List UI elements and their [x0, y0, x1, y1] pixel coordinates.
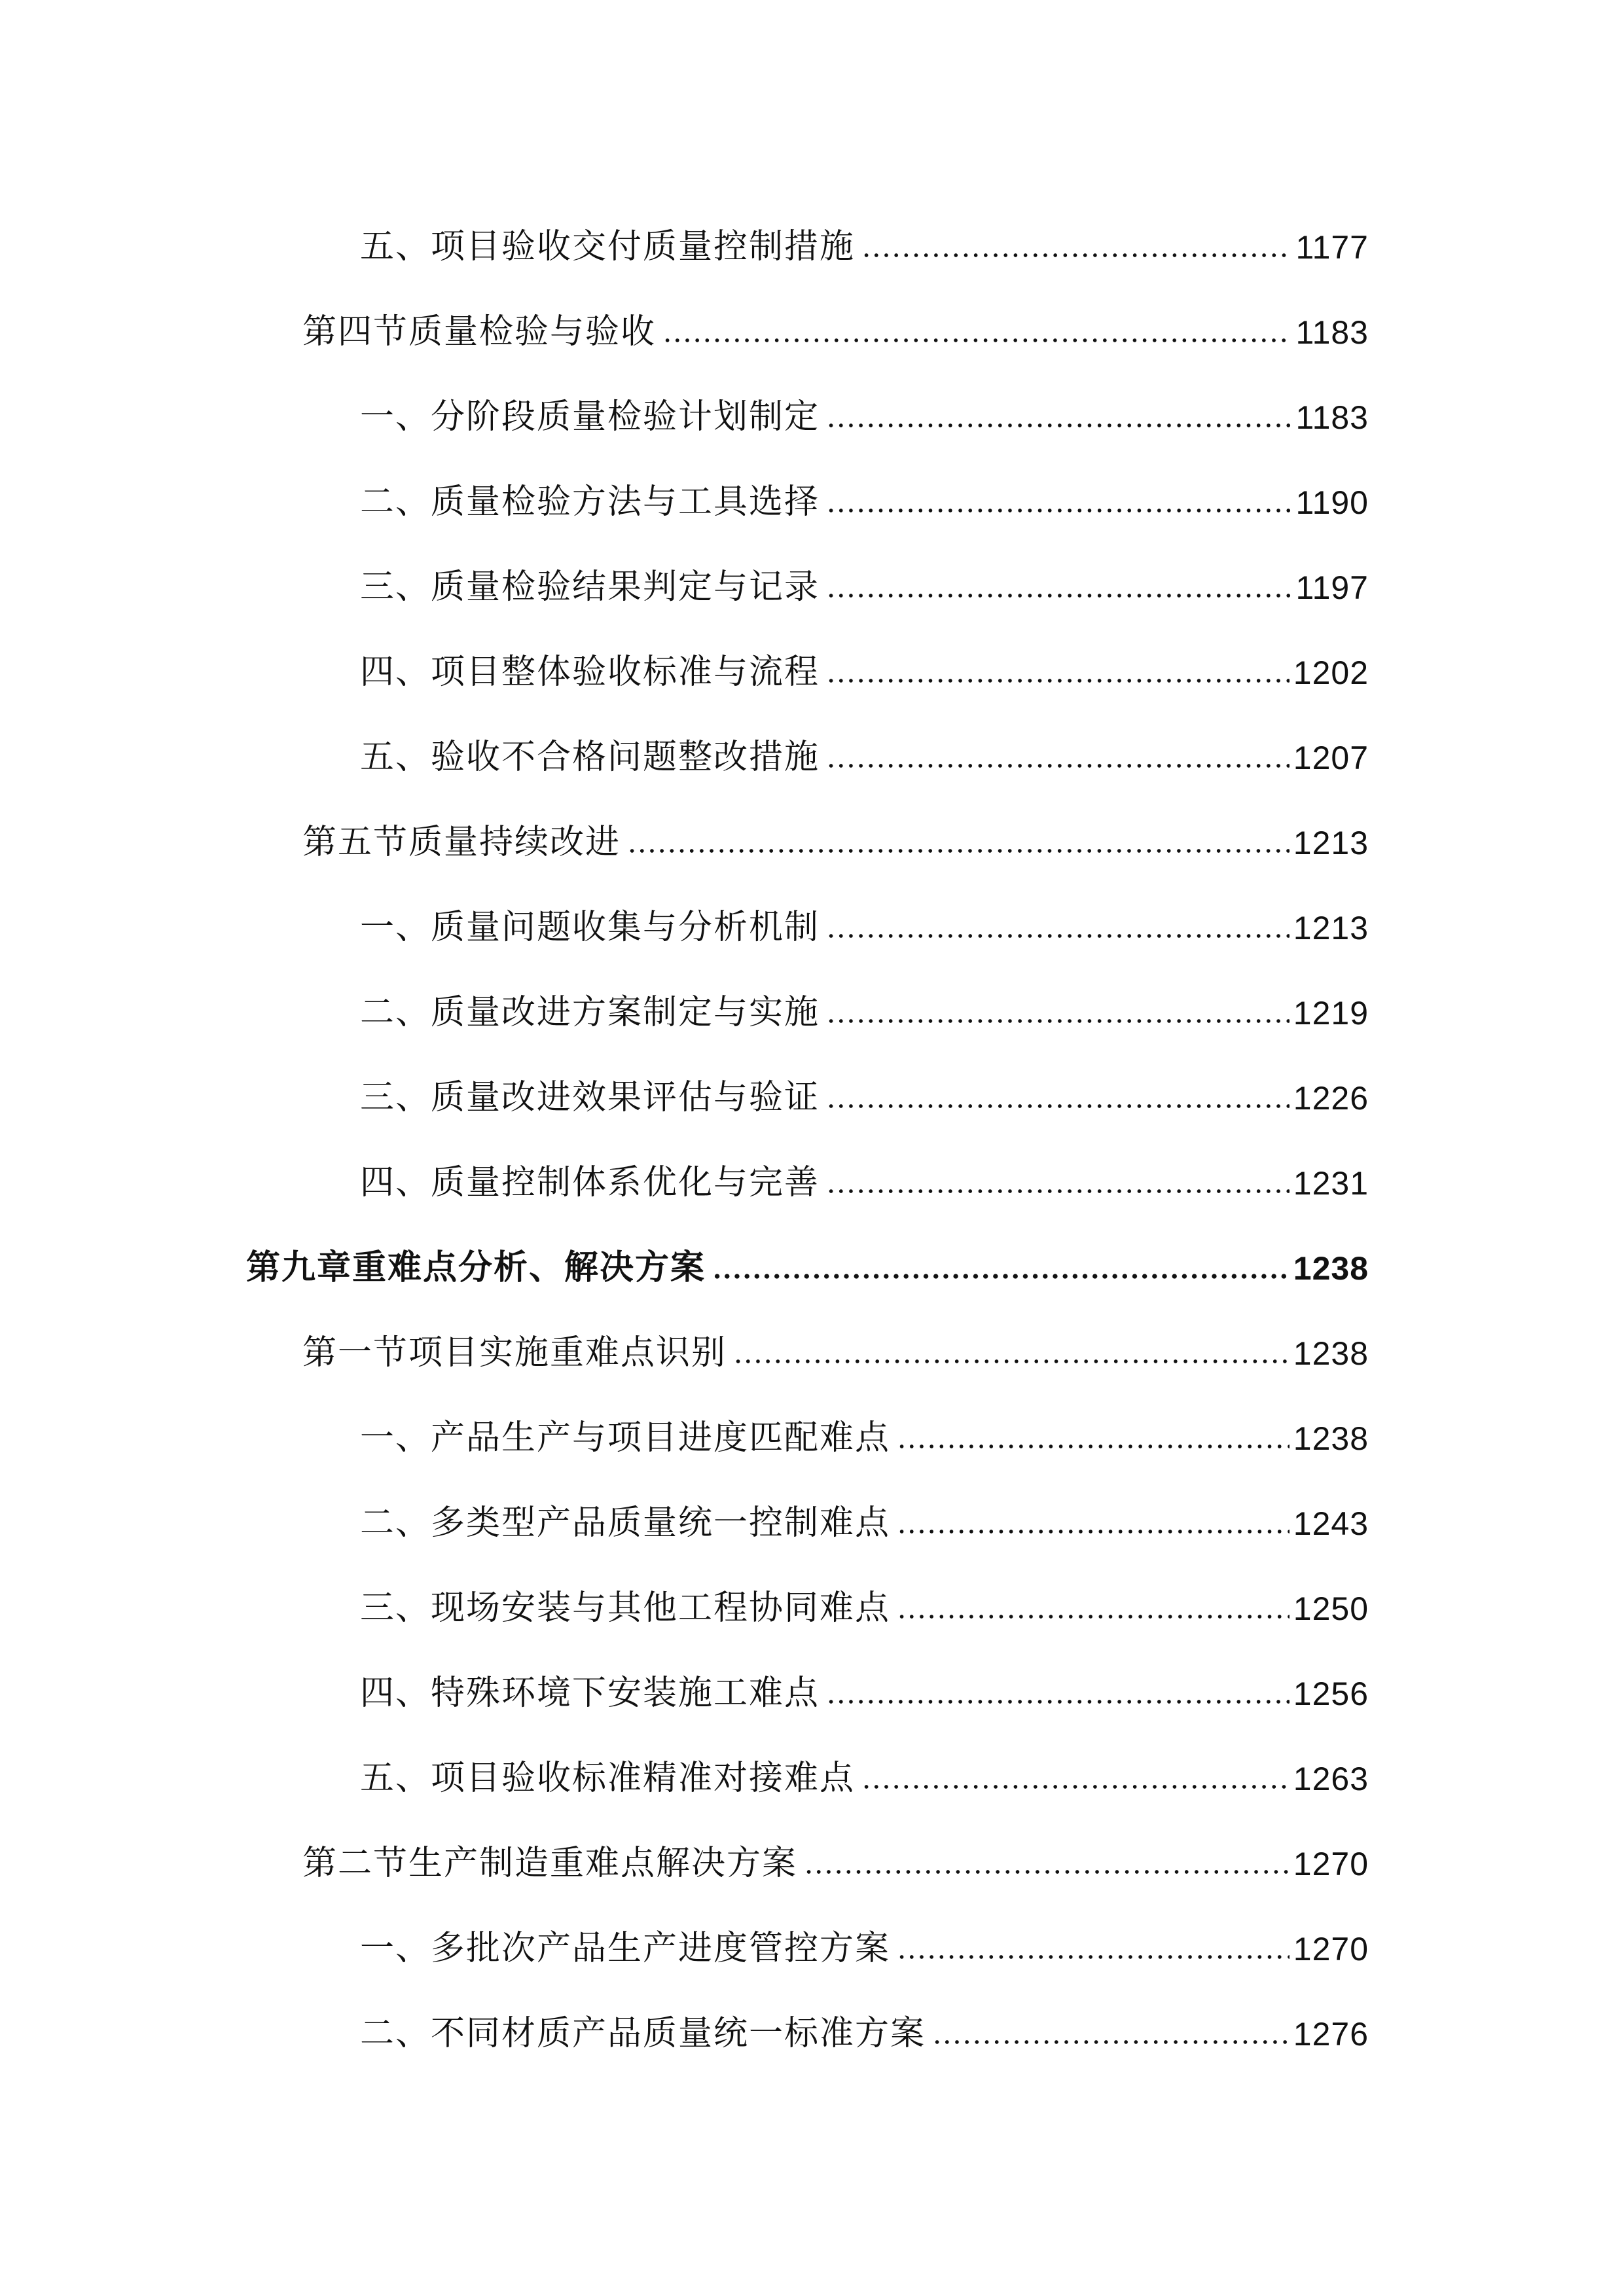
toc-dot-leader [897, 1529, 1290, 1534]
toc-entry-title: 三、质量检验结果判定与记录 [360, 567, 820, 607]
toc-entry[interactable] [360, 1655, 1369, 1713]
toc-page-number: 1183 [1295, 399, 1369, 436]
toc-entry-title: 四、项目整体验收标准与流程 [360, 652, 820, 692]
toc-entry[interactable] [360, 1484, 1369, 1543]
toc-entry[interactable] [360, 1399, 1369, 1458]
toc-page-number: 1276 [1293, 2016, 1369, 2053]
toc-entry[interactable] [302, 804, 1369, 863]
toc-dot-leader [826, 1189, 1290, 1194]
toc-dot-leader [826, 1018, 1290, 1024]
toc-dot-leader [712, 1274, 1290, 1279]
toc-page-number: 1238 [1293, 1420, 1369, 1457]
toc-page-number: 1213 [1293, 825, 1369, 861]
toc-entry[interactable] [360, 1144, 1369, 1203]
toc-page-number: 1231 [1293, 1165, 1369, 1202]
toc-page-number: 1270 [1293, 1846, 1369, 1882]
toc-entry-title: 第五节质量持续改进 [302, 822, 621, 862]
toc-page-number: 1219 [1293, 995, 1369, 1031]
toc-entry-title: 一、多批次产品生产进度管控方案 [360, 1928, 891, 1968]
toc-dot-leader [733, 1359, 1290, 1364]
toc-page-number: 1226 [1293, 1080, 1369, 1117]
toc-entry-title: 第九章重难点分析、解决方案 [246, 1247, 706, 1287]
toc-entry[interactable] [360, 889, 1369, 948]
toc-dot-leader [826, 593, 1291, 598]
toc-page-number: 1190 [1295, 484, 1369, 521]
toc-entry[interactable] [360, 208, 1369, 267]
toc-dot-leader [861, 1784, 1290, 1789]
toc-dot-leader [861, 253, 1291, 258]
toc-entry-title: 三、现场安装与其他工程协同难点 [360, 1588, 891, 1628]
toc-dot-leader [826, 763, 1290, 768]
toc-page-number: 1238 [1293, 1335, 1369, 1372]
toc-entry[interactable] [360, 1059, 1369, 1118]
toc-entry-title: 五、项目验收标准精准对接难点 [360, 1758, 856, 1798]
toc-dot-leader [897, 1444, 1290, 1449]
toc-dot-leader [826, 933, 1290, 939]
toc-entry-title: 三、质量改进效果评估与验证 [360, 1077, 820, 1117]
toc-dot-leader [826, 1103, 1290, 1109]
toc-entry[interactable] [302, 1314, 1369, 1373]
toc-entry[interactable] [360, 1995, 1369, 2054]
toc-page-number: 1207 [1293, 740, 1369, 776]
toc-entry[interactable] [360, 1910, 1369, 1969]
toc-entry[interactable] [360, 1740, 1369, 1799]
toc-entry[interactable] [360, 548, 1369, 607]
toc-dot-leader [897, 1614, 1290, 1619]
toc-entry[interactable] [302, 293, 1369, 352]
toc-dot-leader [826, 678, 1290, 683]
toc-page-number: 1197 [1295, 569, 1369, 606]
toc-dot-leader [662, 338, 1291, 343]
toc-entry[interactable] [360, 1570, 1369, 1628]
toc-page-number: 1263 [1293, 1761, 1369, 1797]
toc-entry[interactable] [360, 378, 1369, 437]
toc-entry[interactable] [246, 1229, 1369, 1288]
toc-entry[interactable] [360, 634, 1369, 692]
toc-entry-title: 四、质量控制体系优化与完善 [360, 1162, 820, 1202]
toc-page-number: 1243 [1293, 1505, 1369, 1542]
toc-dot-leader [804, 1869, 1290, 1874]
toc-entry-title: 五、验收不合格问题整改措施 [360, 737, 820, 777]
toc-entry-title: 二、质量改进方案制定与实施 [360, 992, 820, 1032]
toc-entry-title: 二、多类型产品质量统一控制难点 [360, 1503, 891, 1543]
toc-dot-leader [897, 1954, 1290, 1960]
toc-page-number: 1202 [1293, 655, 1369, 691]
toc-entry[interactable] [302, 1825, 1369, 1884]
toc-entry-title: 一、质量问题收集与分析机制 [360, 907, 820, 947]
toc-entry-title: 五、项目验收交付质量控制措施 [360, 226, 856, 266]
toc-page-number: 1256 [1293, 1676, 1369, 1712]
toc-entry-title: 二、不同材质产品质量统一标准方案 [360, 2013, 926, 2053]
toc-entry-title: 第一节项目实施重难点识别 [302, 1333, 727, 1372]
toc-entry-title: 一、分阶段质量检验计划制定 [360, 397, 820, 437]
toc-dot-leader [826, 423, 1291, 428]
toc-dot-leader [932, 2039, 1290, 2045]
toc-entry-title: 二、质量检验方法与工具选择 [360, 482, 820, 522]
toc-page-number: 1177 [1295, 229, 1369, 266]
toc-entry-title: 一、产品生产与项目进度匹配难点 [360, 1418, 891, 1458]
toc-entry-title: 第四节质量检验与验收 [302, 312, 657, 351]
toc-page-number: 1213 [1293, 910, 1369, 946]
toc-dot-leader [826, 1699, 1290, 1704]
toc-entry[interactable] [360, 463, 1369, 522]
toc-entry[interactable] [360, 974, 1369, 1033]
toc-page-number: 1238 [1293, 1250, 1369, 1287]
toc-page-number: 1250 [1293, 1590, 1369, 1627]
toc-page-number: 1270 [1293, 1931, 1369, 1967]
toc-dot-leader [826, 508, 1291, 513]
toc-entry-title: 第二节生产制造重难点解决方案 [302, 1843, 798, 1883]
toc-dot-leader [627, 848, 1290, 853]
toc-page-number: 1183 [1295, 314, 1369, 351]
toc-entry[interactable] [360, 719, 1369, 778]
toc-entry-title: 四、特殊环境下安装施工难点 [360, 1673, 820, 1713]
